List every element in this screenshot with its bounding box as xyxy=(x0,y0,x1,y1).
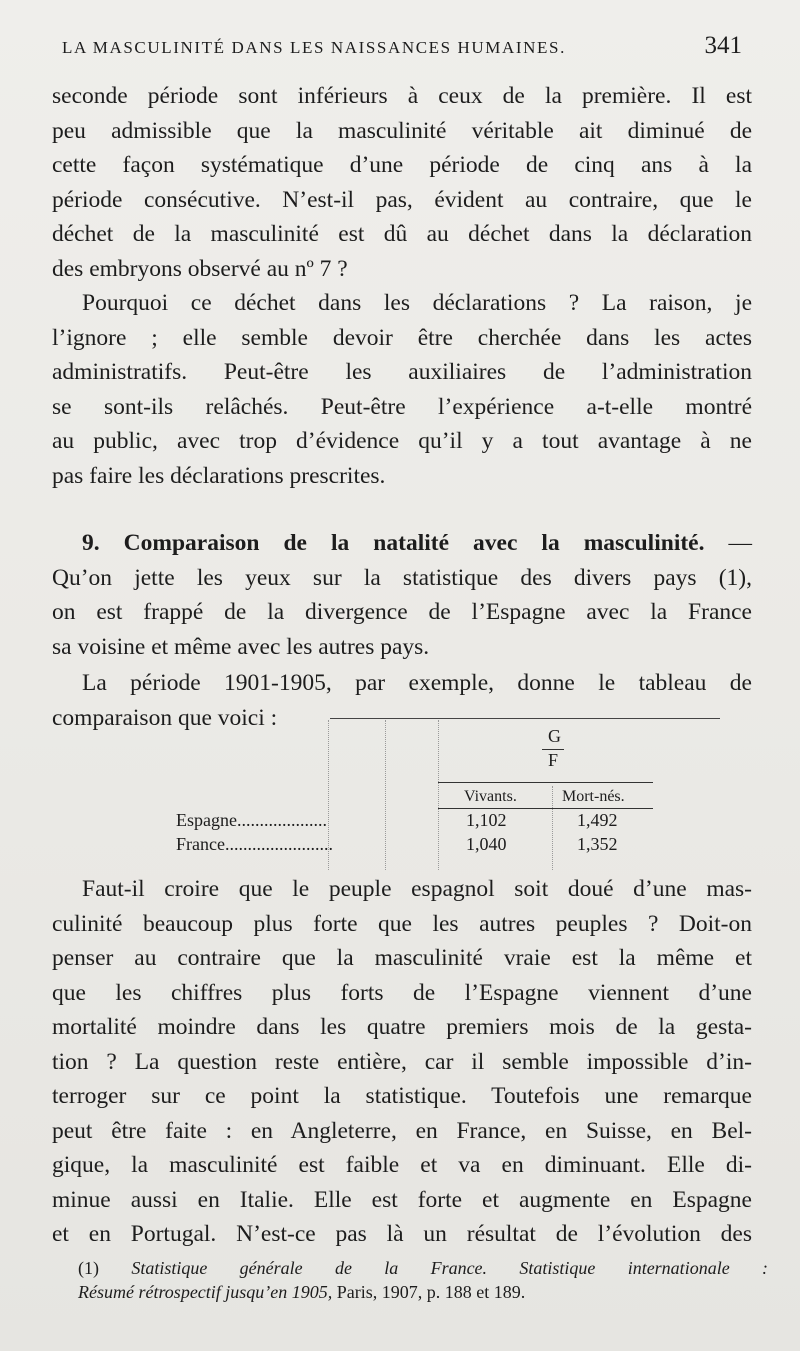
ratio-numerator: G xyxy=(548,726,561,746)
footnote-line-1 xyxy=(78,1256,768,1280)
text-line: culinité beaucoup plus forte que les autres peuples ? Doit-on xyxy=(52,910,752,937)
table-row-label xyxy=(176,810,327,831)
text-line: au public, avec trop d’évidence qu’il y a tout avantage à ne xyxy=(52,428,752,454)
text-line: comparaison que voici : xyxy=(52,704,278,731)
section-title: Comparaison de la natalité avec la masculinité. xyxy=(123,530,705,556)
column-header-mort-nes: Mort-nés. xyxy=(562,788,625,805)
text-line: et en Portugal. N’est-ce pas là un résultat de l’évolution des xyxy=(52,1221,752,1247)
cell-france-mort-nes: 1,352 xyxy=(577,834,618,854)
paragraph-5 xyxy=(52,872,752,1252)
cell-espagne-mort-nes: 1,492 xyxy=(577,810,618,830)
text-line: tion ? La question reste entière, car il semble impossible d’in- xyxy=(52,1048,752,1075)
footnote-italic-text: Statistique générale de la France. Statistique internationale : xyxy=(131,1258,768,1278)
dot-leader: .................... xyxy=(236,810,327,830)
cell-espagne-vivants: 1,102 xyxy=(466,810,507,830)
running-header xyxy=(62,32,742,59)
text-line: période consécutive. N’est-il pas, évident au contraire, que le xyxy=(52,186,752,213)
cell-france-vivants: 1,040 xyxy=(466,834,507,854)
text-line: on est frappé de la divergence de l’Espagne avec la France xyxy=(52,599,752,625)
dot-leader: ........................ xyxy=(224,834,333,854)
text-line: déchet de la masculinité est dû au déchet dans la déclaration xyxy=(52,221,752,247)
text-line: gique, la masculinité est faible et va en diminuant. Elle di- xyxy=(52,1152,752,1178)
footnote xyxy=(78,1256,768,1304)
table-top-rule xyxy=(330,718,720,719)
row-label-france: France xyxy=(176,834,225,854)
section-heading-line xyxy=(52,526,752,561)
text-line: sa voisine et même avec les autres pays. xyxy=(52,633,430,660)
ratio-denominator: F xyxy=(548,750,559,770)
footnote-italic-text: Résumé rétrospectif jusqu’en 1905, xyxy=(78,1282,333,1302)
text-line: minue aussi en Italie. Elle est forte et augmente en Espagne xyxy=(52,1186,752,1213)
text-line: Pourquoi ce déchet dans les déclarations ? La raison, je xyxy=(82,290,752,316)
table-row-label xyxy=(176,834,333,855)
text-line: peut être faite : en Angleterre, en France, en Suisse, en Bel- xyxy=(52,1117,752,1144)
text-line: pas faire les déclarations prescrites. xyxy=(52,462,386,489)
comparison-table xyxy=(170,716,650,878)
text-line: La période 1901-1905, par exemple, donne le tableau de xyxy=(82,670,752,696)
text-line: peu admissible que la masculinité véritable ait diminué de xyxy=(52,117,752,144)
row-label-espagne: Espagne xyxy=(176,810,237,830)
text-line: Qu’on jette les yeux sur la statistique des divers pays (1), xyxy=(52,564,752,591)
text-line: penser au contraire que la masculinité vraie est la même et xyxy=(52,945,752,971)
text-line: Faut-il croire que le peuple espagnol soit doué d’une mas- xyxy=(82,876,752,902)
table-dotted-rule xyxy=(438,720,439,870)
page-number: 341 xyxy=(704,32,742,59)
text-line: se sont-ils relâchés. Peut-être l’expérience a-t-elle montré xyxy=(52,393,752,420)
table-dotted-rule xyxy=(385,720,386,870)
table-column-rule xyxy=(552,786,553,870)
footnote-plain-text: Paris, 1907, p. 188 et 189. xyxy=(332,1282,526,1302)
text-line: que les chiffres plus forts de l’Espagne viennent d’une xyxy=(52,979,752,1006)
text-line: cette façon systématique d’une période de cinq ans à la xyxy=(52,152,752,178)
text-line: des embryons observé au nº 7 ? xyxy=(52,255,348,282)
table-subheader-rule xyxy=(438,808,653,809)
column-header-vivants: Vivants. xyxy=(464,788,517,805)
paragraph-1 xyxy=(52,79,752,286)
text-line: seconde période sont inférieurs à ceux de la première. Il est xyxy=(52,83,752,109)
section-number: 9. xyxy=(82,530,100,556)
text-line: administratifs. Peut-être les auxiliaires de l’administration xyxy=(52,359,752,385)
text-line: mortalité moindre dans les quatre premiers mois de la gesta- xyxy=(52,1014,752,1040)
footnote-line-2 xyxy=(78,1280,768,1304)
section-9 xyxy=(52,526,752,664)
section-dash: — xyxy=(728,530,753,556)
text-line: terroger sur ce point la statistique. Toutefois une remarque xyxy=(52,1083,752,1109)
text-line: l’ignore ; elle semble devoir être cherchée dans les actes xyxy=(52,324,752,351)
paragraph-2 xyxy=(52,286,752,493)
table-header-rule xyxy=(438,782,653,783)
footnote-marker: (1) xyxy=(78,1258,99,1278)
running-title: LA MASCULINITÉ DANS LES NAISSANCES HUMAINES. xyxy=(62,38,566,57)
